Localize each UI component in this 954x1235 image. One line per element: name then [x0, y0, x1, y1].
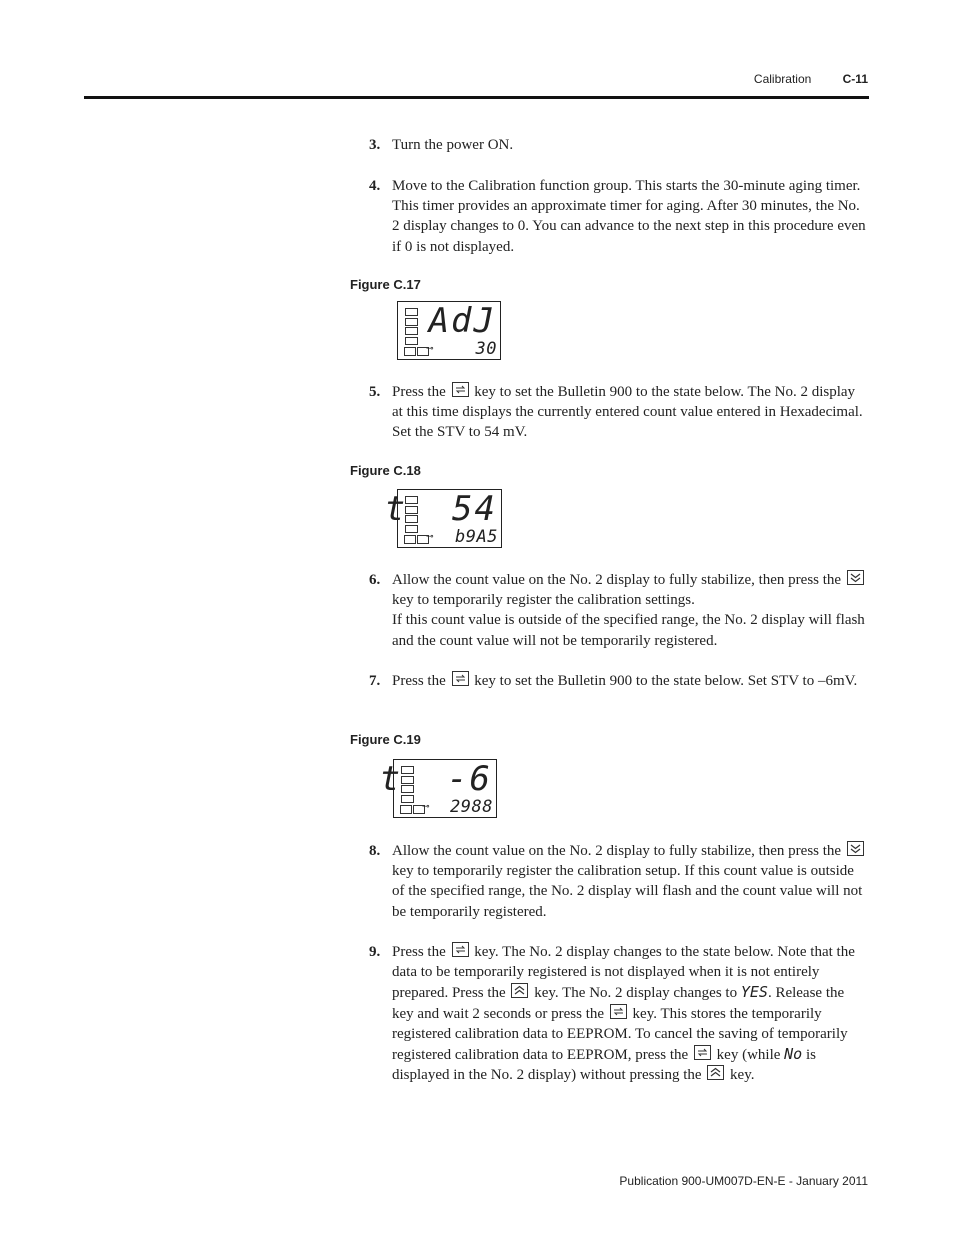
figure-label: Figure C.18 — [350, 463, 421, 478]
no-display-value: No — [784, 1045, 803, 1064]
header-section: Calibration — [753, 72, 812, 86]
lcd-display-c19 — [379, 759, 497, 818]
step-text: key to temporarily register the calibration setup. If this count value is outside of the specified range, the No. 2 display will flash and the count value will not be temporarily registered. — [392, 863, 863, 920]
header-page-number: C-11 — [842, 72, 868, 86]
key-lock-icon: ⊸ — [426, 532, 434, 542]
step-text: key (while — [716, 1047, 781, 1064]
step-8 — [369, 841, 867, 922]
up-key-icon — [707, 1065, 724, 1080]
page-footer: Publication 900-UM007D-EN-E - January 2011 — [619, 1174, 868, 1188]
mode-key-icon — [452, 942, 469, 957]
step-number: 5. — [369, 384, 381, 400]
step-number: 6. — [369, 572, 381, 588]
step-text: If this count value is outside of the specified range, the No. 2 display will flash and the count value will not be temporarily registered. — [392, 612, 865, 649]
step-number: 3. — [369, 137, 381, 153]
step-4 — [369, 176, 867, 257]
step-text: key. The No. 2 display changes to the state below. Note that the data to be temporarily registered is not displayed when it is not entirely prepared. Press the — [392, 944, 855, 1002]
step-number: 8. — [369, 843, 381, 859]
step-text: key. This stores the temporarily registered calibration data to EEPROM. To cancel the saving of temporarily registered calibration data to EEPROM, press the — [392, 1005, 848, 1064]
step-text: key to temporarily register the calibration settings. — [392, 592, 695, 609]
step-text: key. The No. 2 display changes to — [534, 985, 738, 1002]
step-number: 4. — [369, 178, 381, 194]
page-header — [754, 72, 868, 86]
figure-label: Figure C.19 — [350, 732, 421, 747]
step-6 — [369, 570, 867, 651]
lcd-main-value: t 54 — [384, 489, 497, 529]
lcd-main-value: t -6 — [379, 759, 492, 799]
indicator-stack — [405, 308, 417, 346]
step-text: Press the — [392, 673, 446, 689]
key-lock-icon: ⊸ — [422, 802, 430, 812]
lcd-display-c18 — [384, 489, 502, 548]
step-text: . Release the key and wait 2 seconds or press the — [392, 985, 845, 1022]
step-text: key. — [730, 1067, 755, 1084]
step-text: Press the — [392, 944, 446, 960]
step-text: key to set the Bulletin 900 to the state below. Set STV to –6mV. — [474, 673, 858, 689]
lcd-sub-value: 2988 — [450, 797, 493, 817]
header-rule — [84, 96, 869, 99]
down-key-icon — [847, 570, 864, 585]
step-number: 7. — [369, 673, 381, 689]
step-text: Turn the power ON. — [392, 137, 514, 153]
mode-key-icon — [694, 1045, 711, 1060]
lcd-sub-value: b9A5 — [455, 527, 498, 547]
step-text: is displayed in the No. 2 display) without pressing the — [392, 1047, 816, 1084]
lcd-display-c17 — [397, 301, 501, 360]
step-text: Press the — [392, 384, 446, 400]
step-3 — [369, 135, 867, 155]
up-key-icon — [511, 983, 528, 998]
step-number: 9. — [369, 944, 381, 960]
figure-label: Figure C.17 — [350, 277, 421, 292]
lcd-sub-value: 30 — [475, 339, 497, 359]
key-lock-icon: ⊸ — [426, 344, 434, 354]
mode-key-icon — [610, 1004, 627, 1019]
step-7 — [369, 671, 867, 691]
down-key-icon — [847, 841, 864, 856]
lcd-main-value: AdJ — [428, 301, 496, 341]
step-5 — [369, 382, 867, 443]
step-text: Allow the count value on the No. 2 display to fully stabilize, then press the — [392, 843, 842, 859]
mode-key-icon — [452, 671, 469, 686]
step-9 — [369, 942, 867, 1085]
step-text: key to set the Bulletin 900 to the state below. The No. 2 display at this time displays the currently entered count value entered in Hexadecimal. Set the STV to 54 mV. — [392, 384, 863, 441]
step-text: Allow the count value on the No. 2 display to fully stabilize, then press the — [392, 572, 842, 588]
yes-display-value: YES — [740, 983, 768, 1002]
step-text: Move to the Calibration function group. This starts the 30-minute aging timer. This timer provides an approximate timer for aging. After 30 minutes, the No. 2 display changes to 0. You can advance to the next step in this procedure even if 0 is not displayed. — [392, 178, 866, 255]
mode-key-icon — [452, 382, 469, 397]
